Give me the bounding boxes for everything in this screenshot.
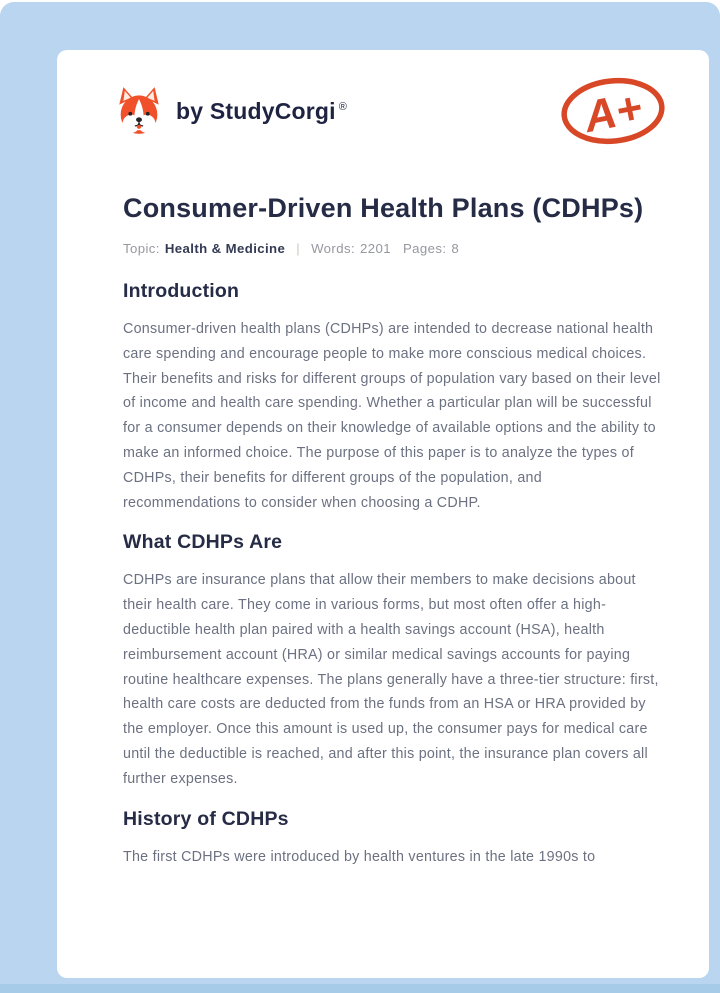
bottom-band — [0, 984, 720, 993]
section-body: CDHPs are insurance plans that allow their members to make decisions about their health care. They come in various forms, but most often offer a high-deductible health plan paired with a health savings account (HSA), health reimbursement account (HRA) or similar medical savings accounts for paying routine healthcare expenses. The plans generally have a three-tier structure: first, health care costs are deducted from the funds from an HSA or HRA provided by the employer. Once this amount is used up, the consumer pays for medical care until the deductible is reached, and after this point, the insurance plan covers all further expenses. — [123, 572, 659, 787]
topic-value[interactable]: Health & Medicine — [164, 241, 286, 256]
document-card — [57, 50, 709, 978]
pages-label: Pages: — [402, 241, 447, 256]
section-heading: History of CDHPs — [123, 807, 289, 830]
section-introduction — [123, 280, 663, 515]
corgi-logo-icon — [117, 86, 161, 136]
section-history-of-cdhps — [123, 808, 663, 870]
words-value: 2201 — [360, 241, 391, 256]
brand-name: by StudyCorgi — [176, 97, 336, 124]
a-plus-grade-badge-icon — [559, 74, 667, 148]
article-content — [57, 186, 709, 869]
topic-label: Topic: — [123, 241, 160, 256]
brand-header — [57, 50, 709, 148]
registered-mark-icon: ® — [338, 100, 348, 113]
section-body: The first CDHPs were introduced by health ventures in the late 1990s to — [123, 848, 596, 865]
meta-separator: | — [296, 241, 301, 256]
pages-value: 8 — [451, 241, 460, 256]
words-label: Words: — [311, 241, 356, 256]
badge-grade-text: A+ — [580, 82, 646, 143]
brand-text — [176, 98, 347, 125]
section-body: Consumer-driven health plans (CDHPs) are intended to decrease national health care spending and encourage people to make more conscious medical choices. Their benefits and risks for different groups of population vary based on their level of income and health care spending. Whether a particular plan will be successful for a consumer depends on their knowledge of available options and the ability to make an informed choice. The purpose of this paper is to analyze the types of CDHPs, their benefits for different groups of the population, and recommendations to consider when choosing a CDHP. — [123, 321, 661, 511]
section-what-cdhps-are — [123, 531, 663, 791]
article-meta — [123, 241, 663, 256]
page-title: Consumer-Driven Health Plans (CDHPs) — [123, 193, 644, 223]
studycorgi-brand[interactable] — [117, 86, 347, 136]
section-heading: What CDHPs Are — [123, 531, 283, 554]
section-heading: Introduction — [123, 280, 240, 302]
